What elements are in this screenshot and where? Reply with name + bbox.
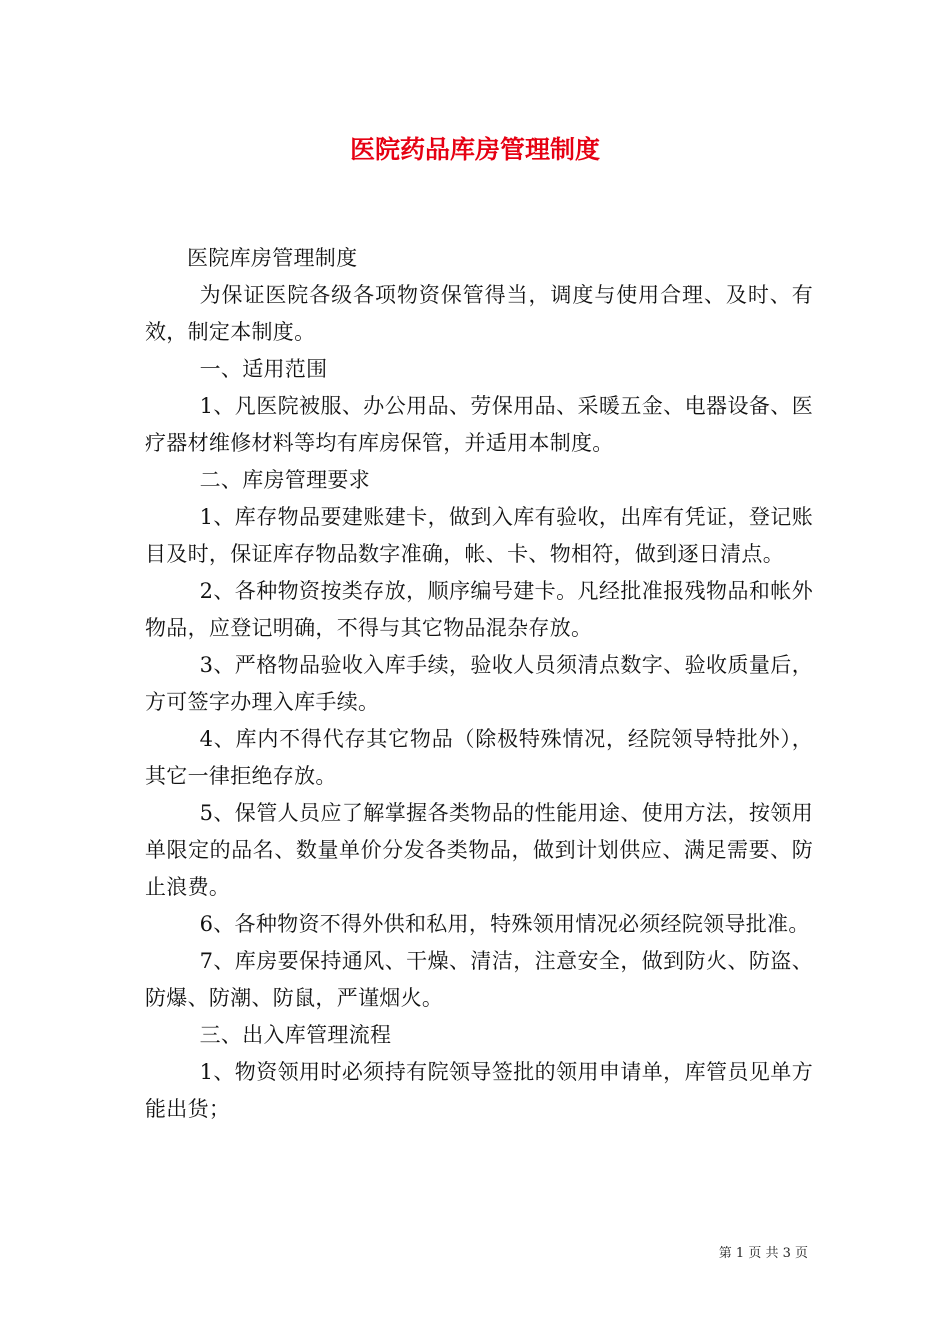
paragraph-requirement-4: 4、库内不得代存其它物品（除极特殊情况，经院领导特批外），其它一律拒绝存放。 <box>145 727 813 788</box>
paragraph-requirement-6: 6、各种物资不得外供和私用，特殊领用情况必须经院领导批准。 <box>199 912 810 936</box>
paragraph-requirement-3: 3、严格物品验收入库手续，验收人员须清点数字、验收质量后，方可签字办理入库手续。 <box>145 653 813 714</box>
paragraph-intro: 为保证医院各级各项物资保管得当，调度与使用合理、及时、有效，制定本制度。 <box>145 283 813 344</box>
page-number: 第 1 页 共 3 页 <box>718 1246 808 1261</box>
paragraph-requirement-2: 2、各种物资按类存放，顺序编号建卡。凡经批准报残物品和帐外物品，应登记明确，不得与其它物品混杂存放。 <box>145 579 813 640</box>
page-title: 医院药品库房管理制度 <box>349 135 600 164</box>
paragraph-requirement-5: 5、保管人员应了解掌握各类物品的性能用途、使用方法，按领用单限定的品名、数量单价分发各类物品，做到计划供应、满足需要、防止浪费。 <box>145 801 813 899</box>
paragraph-heading: 医院库房管理制度 <box>187 246 358 270</box>
paragraph-requirement-1: 1、库存物品要建账建卡，做到入库有验收，出库有凭证，登记账目及时，保证库存物品数字准确，帐、卡、物相符，做到逐日清点。 <box>145 505 813 566</box>
section-heading-requirements: 二、库房管理要求 <box>199 468 370 492</box>
paragraph-process-1: 1、物资领用时必须持有院领导签批的领用申请单，库管员见单方能出货； <box>145 1060 813 1121</box>
section-heading-process: 三、出入库管理流程 <box>199 1023 392 1047</box>
document-body <box>145 240 813 1128</box>
section-heading-scope: 一、适用范围 <box>199 357 328 381</box>
paragraph-requirement-7: 7、库房要保持通风、干燥、清洁，注意安全，做到防火、防盗、防爆、防潮、防鼠，严谨烟火。 <box>145 949 813 1010</box>
paragraph-scope-1: 1、凡医院被服、办公用品、劳保用品、采暖五金、电器设备、医疗器材维修材料等均有库房保管，并适用本制度。 <box>145 394 813 455</box>
